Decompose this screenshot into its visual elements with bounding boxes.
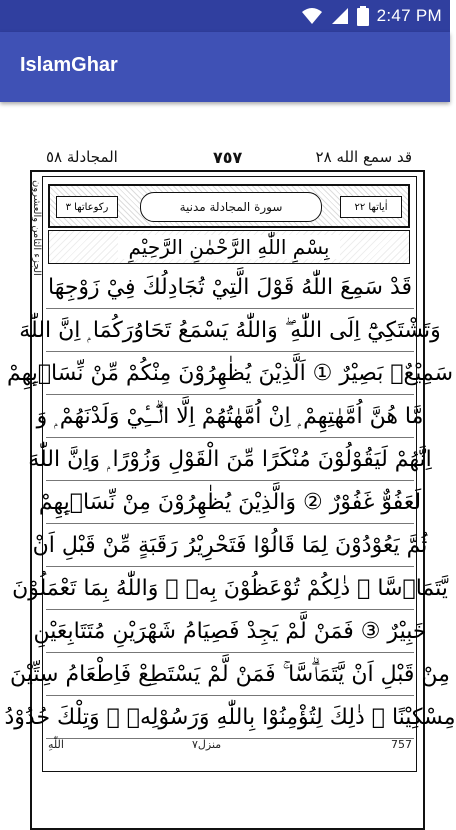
verse-line: مِسْكِيْنًا ۭ ذٰلِكَ لِتُؤْمِنُوْا بِاللّٰهِ وَرَسُوْلِهٖ ۭ وَتِلْكَ حُدُوْدُ xyxy=(46,696,414,739)
verse-line: قَدْ سَمِعَ اللّٰهُ قَوْلَ الَّتِيْ تُجَادِلُكَ فِيْ زَوْجِهَا xyxy=(46,266,414,309)
surah-banner xyxy=(48,184,410,228)
surah-header: المجادلة ٥٨ xyxy=(46,148,118,166)
verse-line: لَعَفُوٌّ غَفُوْرٌ ② وَالَّذِيْنَ يُظٰهِرُوْنَ مِنْ نِّسَاۗىِٕهِمْ xyxy=(46,481,414,524)
ayat-count-box: اٰياتها ٢٢ xyxy=(340,196,402,218)
catchword: اللّٰهِ xyxy=(48,738,64,751)
ruku-count-box: ركوعاتها ٣ xyxy=(56,196,118,218)
app-title: IslamGhar xyxy=(20,54,118,76)
signal-icon xyxy=(331,7,349,25)
page-number-header: ٧٥٧ xyxy=(213,148,243,167)
status-bar xyxy=(0,0,450,32)
juz-header: قد سمع الله ٢٨ xyxy=(315,148,412,166)
surah-name-plate: سورة المجادلة مدنية xyxy=(140,192,322,222)
bismillah-text: بِسْمِ اللّٰهِ الرَّحْمٰنِ الرَّحِيْمِ xyxy=(118,235,339,259)
battery-icon xyxy=(357,6,369,26)
verse-lines xyxy=(4,266,456,739)
verse-line: سَمِيْعٌۢ بَصِيْرٌ ① اَلَّذِيْنَ يُظٰهِرُوْنَ مِنْكُمْ مِّنْ نِّسَاۗىِٕهِمْ xyxy=(46,352,414,395)
page-number-footer: 757 xyxy=(391,738,412,751)
verse-line: يَّتَمَاۗسَّا ۭ ذٰلِكُمْ تُوْعَظُوْنَ بِهٖ ۭ وَاللّٰهُ بِمَا تَعْمَلُوْنَ xyxy=(46,567,414,610)
verse-line: ثُمَّ يَعُوْدُوْنَ لِمَا قَالُوْا فَتَحْرِيْرُ رَقَبَةٍ مِّنْ قَبْلِ اَنْ xyxy=(46,524,414,567)
verse-line: خَبِيْرٌ ③ فَمَنْ لَّمْ يَجِدْ فَصِيَامُ شَهْرَيْنِ مُتَتَابِعَيْنِ xyxy=(46,610,414,653)
wifi-icon xyxy=(301,7,323,25)
verse-line: مَّا هُنَّ اُمَّهٰتِهِمْ ۭ اِنْ اُمَّهٰتُهُمْ اِلَّا الّٰۗــِٔيْ وَلَدْنَهُمْ ۭ وَ xyxy=(46,395,414,438)
verse-line: وَتَشْتَكِيْٓ اِلَى اللّٰهِ ۖ وَاللّٰهُ يَسْمَعُ تَحَاوُرَكُمَا ۭ اِنَّ اللّٰهَ xyxy=(46,309,414,352)
bismillah xyxy=(48,230,410,264)
app-bar xyxy=(0,32,450,102)
manzil-label: منزل٧ xyxy=(192,738,222,751)
quran-page[interactable] xyxy=(4,110,456,800)
verse-line: مِنْ قَبْلِ اَنْ يَّتَمَاۗسَّا ۚ فَمَنْ لَّمْ يَسْتَطِعْ فَاِطْعَامُ سِتِّيْنَ xyxy=(46,653,414,696)
status-time: 2:47 PM xyxy=(376,6,442,25)
verse-line: اِنَّهُمْ لَيَقُوْلُوْنَ مُنْكَرًا مِّنَ الْقَوْلِ وَزُوْرًا ۭ وَاِنَّ اللّٰهَ xyxy=(46,438,414,481)
margin-note: الجزء الثامن والعشرون xyxy=(31,180,42,276)
